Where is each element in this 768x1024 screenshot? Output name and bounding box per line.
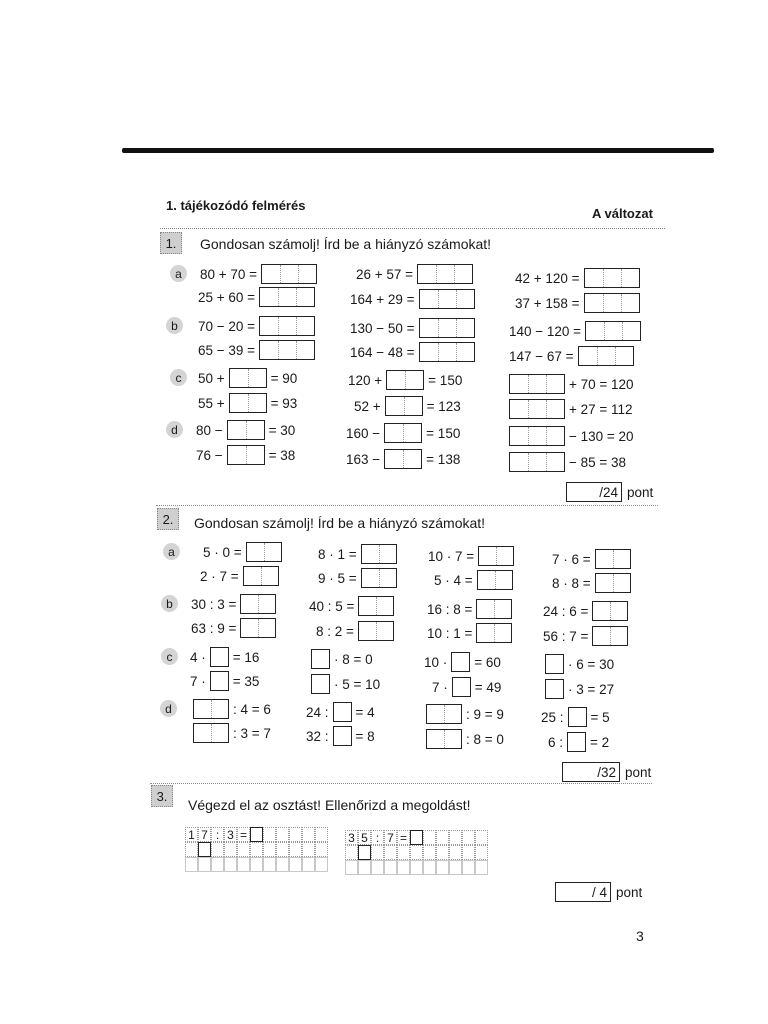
equation <box>191 593 276 615</box>
answer-box[interactable] <box>545 679 564 699</box>
equation-text: 63 : 9 = <box>191 620 237 636</box>
grid-cell <box>423 830 436 845</box>
answer-box[interactable] <box>545 654 564 674</box>
equation-text: 55 + <box>198 395 225 411</box>
score-field[interactable]: /32 <box>562 762 620 782</box>
divider <box>160 228 665 229</box>
equation-text: = 138 <box>426 451 461 467</box>
equation <box>541 706 610 728</box>
answer-box[interactable] <box>384 423 422 443</box>
grid-cell <box>250 842 263 857</box>
equation-text: = 5 <box>590 709 610 725</box>
grid-cell <box>462 830 475 845</box>
equation-text: 80 + 70 = <box>200 266 258 282</box>
equation <box>198 367 297 389</box>
grid-cell <box>263 827 276 842</box>
grid-cell <box>302 842 315 857</box>
subtask-label: d <box>166 421 183 438</box>
task-instruction: Gondosan számolj! Írd be a hiányzó számokat! <box>194 515 486 531</box>
equation-text: 7 · <box>190 673 206 689</box>
answer-box[interactable] <box>451 652 470 672</box>
equation-text: · 3 = 27 <box>568 681 615 697</box>
equation-text: 8 : 2 = <box>316 623 354 639</box>
check-cell[interactable] <box>384 860 397 875</box>
equation-text: 163 − <box>346 451 381 467</box>
equation-text: 30 : 3 = <box>191 596 237 612</box>
equation-text: 25 : <box>541 709 564 725</box>
grid-cell <box>410 845 423 860</box>
equation <box>509 425 634 447</box>
equation <box>545 653 614 675</box>
equation <box>426 703 504 725</box>
equation-text: 24 : 6 = <box>543 603 589 619</box>
answer-box[interactable] <box>478 546 514 566</box>
score-box <box>555 881 642 903</box>
division-grid <box>345 830 488 875</box>
equation-text: 5 · 0 = <box>203 544 242 560</box>
equation-text: : 4 = 6 <box>233 701 271 717</box>
equation <box>424 651 501 673</box>
equation <box>203 541 282 563</box>
grid-cell <box>237 842 250 857</box>
grid-cell <box>185 842 198 857</box>
answer-box[interactable] <box>227 445 265 465</box>
equation-text: = 90 <box>270 370 298 386</box>
task-number: 1. <box>160 232 182 254</box>
digit-cell: 7 <box>198 827 211 842</box>
answer-box[interactable] <box>246 542 282 562</box>
equation-text: 120 + <box>348 372 383 388</box>
equation-text: 26 + 57 = <box>356 266 414 282</box>
check-cell[interactable] <box>397 860 410 875</box>
equation <box>190 646 259 668</box>
answer-box[interactable] <box>227 420 265 440</box>
digit-cell: 7 <box>384 830 397 845</box>
check-cell[interactable] <box>462 860 475 875</box>
equation <box>191 617 276 639</box>
grid-cell <box>371 845 384 860</box>
check-cell[interactable] <box>211 857 224 872</box>
equation-text: : 8 = 0 <box>466 731 504 747</box>
subtask-label: b <box>161 595 178 612</box>
worksheet-title: 1. tájékozódó felmérés <box>166 198 306 213</box>
grid-cell <box>462 845 475 860</box>
digit-cell: 1 <box>185 827 198 842</box>
grid-cell <box>384 845 397 860</box>
page-number: 3 <box>636 928 644 944</box>
equation <box>306 701 375 723</box>
divider <box>150 783 652 784</box>
equation <box>427 622 512 644</box>
answer-box[interactable] <box>419 342 475 362</box>
answer-box[interactable] <box>426 704 462 724</box>
equation <box>311 648 373 670</box>
answer-cell[interactable] <box>410 830 423 845</box>
answer-box[interactable] <box>358 596 394 616</box>
divider <box>156 505 658 506</box>
check-cell[interactable] <box>263 857 276 872</box>
check-cell[interactable] <box>371 860 384 875</box>
equation <box>198 286 315 308</box>
equation <box>552 548 631 570</box>
equation-text: 7 · 6 = <box>552 551 591 567</box>
grid-cell <box>315 842 328 857</box>
score-field[interactable]: / 4 <box>555 882 611 902</box>
equation-text: 42 + 120 = <box>515 270 580 286</box>
equation <box>515 292 640 314</box>
equation <box>548 731 609 753</box>
answer-box[interactable] <box>419 318 475 338</box>
answer-box[interactable] <box>386 370 424 390</box>
equation-text: 147 − 67 = <box>509 348 574 364</box>
equation-text: 16 : 8 = <box>427 601 473 617</box>
equation-text: = 2 <box>590 734 610 750</box>
answer-box[interactable] <box>193 723 229 743</box>
digit-cell: 5 <box>358 830 371 845</box>
task-instruction: Végezd el az osztást! Ellenőrizd a megoldást! <box>188 797 471 813</box>
equation <box>318 567 397 589</box>
check-cell[interactable] <box>276 857 289 872</box>
answer-box[interactable] <box>595 573 631 593</box>
equation-text: : 9 = 9 <box>466 706 504 722</box>
remainder-cell[interactable] <box>358 845 371 860</box>
answer-box[interactable] <box>592 626 628 646</box>
equation-text: 32 : <box>306 728 329 744</box>
equation <box>543 625 628 647</box>
equation-text: = 38 <box>268 447 296 463</box>
equation-text: 10 : 1 = <box>427 625 473 641</box>
equation-text: 130 − 50 = <box>350 320 415 336</box>
answer-box[interactable] <box>229 368 267 388</box>
equation <box>545 678 614 700</box>
equation <box>350 341 475 363</box>
answer-box[interactable] <box>243 566 279 586</box>
check-cell[interactable] <box>475 860 488 875</box>
check-cell[interactable] <box>198 857 211 872</box>
answer-box[interactable] <box>240 618 276 638</box>
answer-box[interactable] <box>567 732 586 752</box>
check-cell[interactable] <box>289 857 302 872</box>
answer-box[interactable] <box>385 396 423 416</box>
answer-box[interactable] <box>311 649 330 669</box>
equation <box>552 572 631 594</box>
check-cell[interactable] <box>315 857 328 872</box>
grid-cell <box>449 830 462 845</box>
answer-box[interactable] <box>210 671 229 691</box>
subtask-label: a <box>163 543 180 560</box>
subtask-label: c <box>170 369 187 386</box>
answer-box[interactable] <box>595 549 631 569</box>
score-box <box>566 481 653 503</box>
answer-box[interactable] <box>509 426 565 446</box>
equation <box>432 676 501 698</box>
equation <box>509 398 633 420</box>
equation <box>316 620 394 642</box>
check-cell[interactable] <box>410 860 423 875</box>
operator-cell: = <box>397 830 410 845</box>
task-number: 2. <box>157 508 179 530</box>
division-grid <box>185 827 328 872</box>
equation-text: 70 − 20 = <box>198 318 256 334</box>
equation <box>200 565 279 587</box>
equation <box>193 698 271 720</box>
score-unit: pont <box>616 884 643 900</box>
operator-cell: : <box>371 830 384 845</box>
answer-box[interactable] <box>261 264 317 284</box>
equation-text: = 123 <box>426 398 461 414</box>
equation-text: = 35 <box>232 673 260 689</box>
answer-box[interactable] <box>426 729 462 749</box>
grid-cell <box>289 827 302 842</box>
equation <box>200 263 317 285</box>
equation-text: 24 : <box>306 704 329 720</box>
equation <box>509 451 626 473</box>
equation-text: · 5 = 10 <box>334 676 381 692</box>
operator-cell: : <box>211 827 224 842</box>
answer-box[interactable] <box>259 340 315 360</box>
equation-text: = 8 <box>355 728 375 744</box>
equation-text: 5 · 4 = <box>434 572 473 588</box>
equation <box>198 392 297 414</box>
equation-text: 2 · 7 = <box>200 568 239 584</box>
equation-text: = 60 <box>474 654 501 670</box>
digit-cell: 3 <box>345 830 358 845</box>
grid-cell <box>211 842 224 857</box>
answer-box[interactable] <box>333 702 352 722</box>
answer-box[interactable] <box>452 677 471 697</box>
score-unit: pont <box>625 764 652 780</box>
equation <box>311 673 380 695</box>
answer-box[interactable] <box>509 452 565 472</box>
equation <box>543 600 628 622</box>
equation <box>426 728 504 750</box>
equation-text: 65 − 39 = <box>198 342 256 358</box>
grid-cell <box>224 842 237 857</box>
equation-text: · 8 = 0 <box>334 651 373 667</box>
equation-text: 37 + 158 = <box>515 295 580 311</box>
equation <box>190 670 259 692</box>
answer-box[interactable] <box>509 399 565 419</box>
equation-text: · 6 = 30 <box>568 656 615 672</box>
grid-cell <box>436 830 449 845</box>
check-cell[interactable] <box>436 860 449 875</box>
grid-cell <box>276 842 289 857</box>
equation <box>434 569 513 591</box>
answer-box[interactable] <box>578 346 634 366</box>
answer-box[interactable] <box>240 594 276 614</box>
remainder-cell[interactable] <box>198 842 211 857</box>
equation-text: 10 · <box>424 654 448 670</box>
answer-cell[interactable] <box>250 827 263 842</box>
equation-text: 140 − 120 = <box>509 323 582 339</box>
equation-text: 9 · 5 = <box>318 570 357 586</box>
equation-text: 10 · 7 = <box>428 548 475 564</box>
answer-box[interactable] <box>361 544 397 564</box>
equation-text: 8 · 8 = <box>552 575 591 591</box>
equation <box>356 263 473 285</box>
equation-text: 76 − <box>196 447 223 463</box>
answer-box[interactable] <box>476 599 512 619</box>
equation <box>196 419 295 441</box>
equation-text: 50 + <box>198 370 225 386</box>
answer-box[interactable] <box>384 449 422 469</box>
equation <box>346 448 460 470</box>
subtask-label: a <box>170 265 187 282</box>
equation-text: 40 : 5 = <box>309 598 355 614</box>
equation <box>354 395 461 417</box>
subtask-label: c <box>161 648 178 665</box>
equation-text: 6 : <box>548 734 564 750</box>
equation-text: 160 − <box>346 425 381 441</box>
equation <box>350 288 475 310</box>
answer-box[interactable] <box>417 264 473 284</box>
answer-box[interactable] <box>193 699 229 719</box>
equation-text: − 130 = 20 <box>569 428 634 444</box>
grid-cell <box>436 845 449 860</box>
answer-box[interactable] <box>585 321 641 341</box>
equation <box>198 315 315 337</box>
subtask-label: b <box>166 317 183 334</box>
score-box <box>562 761 651 783</box>
answer-box[interactable] <box>333 726 352 746</box>
answer-box[interactable] <box>419 289 475 309</box>
check-cell[interactable] <box>250 857 263 872</box>
equation-text: 164 + 29 = <box>350 291 415 307</box>
grid-cell <box>449 845 462 860</box>
equation <box>318 543 397 565</box>
answer-box[interactable] <box>476 623 512 643</box>
digit-cell: 3 <box>224 827 237 842</box>
grid-cell <box>397 845 410 860</box>
variant-label: A változat <box>592 206 653 221</box>
grid-cell <box>315 827 328 842</box>
equation-text: 4 · <box>190 649 206 665</box>
check-cell[interactable] <box>224 857 237 872</box>
check-cell[interactable] <box>185 857 198 872</box>
equation <box>198 339 315 361</box>
task-instruction: Gondosan számolj! Írd be a hiányzó számokat! <box>200 236 492 252</box>
grid-cell <box>276 827 289 842</box>
subtask-label: d <box>160 700 177 717</box>
equation <box>509 345 634 367</box>
equation-text: = 16 <box>232 649 260 665</box>
answer-box[interactable] <box>568 707 587 727</box>
equation <box>515 267 640 289</box>
equation-text: = 4 <box>355 704 375 720</box>
grid-cell <box>475 830 488 845</box>
equation <box>427 598 512 620</box>
answer-box[interactable] <box>584 268 640 288</box>
grid-cell <box>423 845 436 860</box>
check-cell[interactable] <box>358 860 371 875</box>
grid-cell <box>289 842 302 857</box>
answer-box[interactable] <box>311 674 330 694</box>
task-number: 3. <box>151 785 173 807</box>
answer-box[interactable] <box>584 293 640 313</box>
answer-box[interactable] <box>358 621 394 641</box>
equation <box>306 725 375 747</box>
equation <box>196 444 295 466</box>
equation-text: 56 : 7 = <box>543 628 589 644</box>
answer-box[interactable] <box>259 316 315 336</box>
check-cell[interactable] <box>345 860 358 875</box>
equation-text: − 85 = 38 <box>569 454 627 470</box>
answer-box[interactable] <box>477 570 513 590</box>
grid-cell <box>345 845 358 860</box>
score-unit: pont <box>627 484 654 500</box>
equation-text: = 49 <box>474 679 502 695</box>
answer-box[interactable] <box>592 601 628 621</box>
top-rule <box>122 148 714 153</box>
equation-text: + 70 = 120 <box>569 376 634 392</box>
check-cell[interactable] <box>302 857 315 872</box>
check-cell[interactable] <box>423 860 436 875</box>
equation <box>509 320 641 342</box>
equation <box>509 373 634 395</box>
answer-box[interactable] <box>229 393 267 413</box>
answer-box[interactable] <box>509 374 565 394</box>
equation-text: 7 · <box>432 679 448 695</box>
equation <box>193 722 271 744</box>
equation-text: 164 − 48 = <box>350 344 415 360</box>
grid-cell <box>302 827 315 842</box>
equation-text: 52 + <box>354 398 381 414</box>
equation <box>428 545 514 567</box>
equation-text: : 3 = 7 <box>233 725 271 741</box>
score-field[interactable]: /24 <box>566 482 622 502</box>
answer-box[interactable] <box>259 287 315 307</box>
equation-text: + 27 = 112 <box>569 401 633 417</box>
answer-box[interactable] <box>361 568 397 588</box>
answer-box[interactable] <box>210 647 229 667</box>
check-cell[interactable] <box>449 860 462 875</box>
equation-text: = 93 <box>270 395 298 411</box>
grid-cell <box>475 845 488 860</box>
equation <box>346 422 460 444</box>
equation <box>348 369 462 391</box>
equation-text: 25 + 60 = <box>198 289 256 305</box>
equation-text: 8 · 1 = <box>318 546 357 562</box>
equation <box>309 595 394 617</box>
grid-cell <box>263 842 276 857</box>
equation <box>350 317 475 339</box>
operator-cell: = <box>237 827 250 842</box>
equation-text: = 150 <box>428 372 463 388</box>
equation-text: = 30 <box>268 422 296 438</box>
equation-text: 80 − <box>196 422 223 438</box>
check-cell[interactable] <box>237 857 250 872</box>
equation-text: = 150 <box>426 425 461 441</box>
